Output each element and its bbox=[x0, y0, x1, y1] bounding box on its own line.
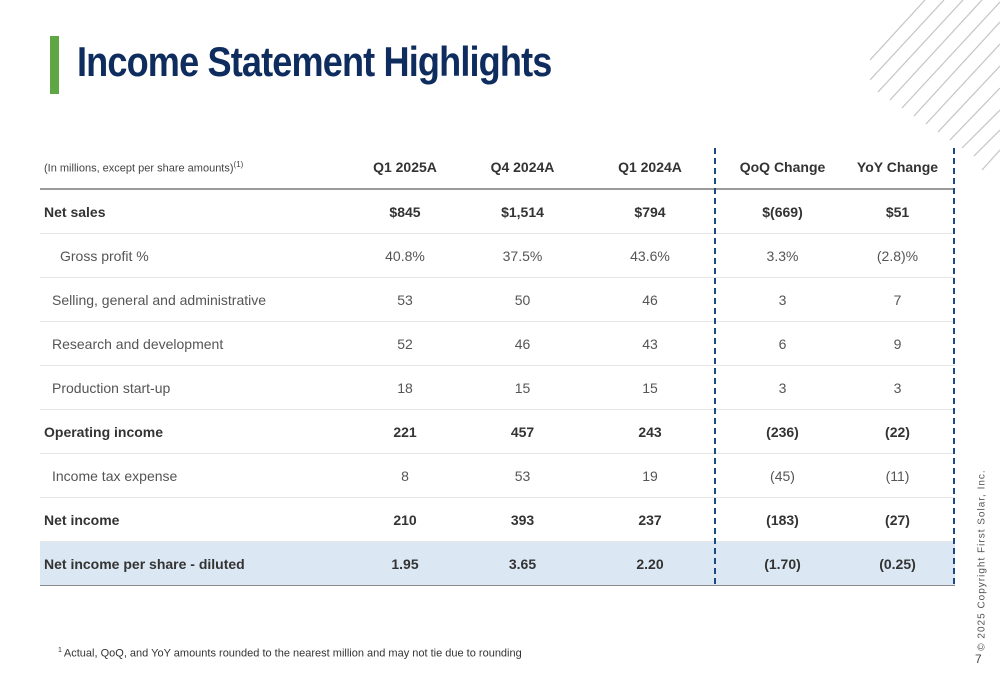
cell-value: 9 bbox=[840, 322, 955, 366]
column-header: Q4 2024A bbox=[470, 146, 575, 189]
row-label: Net income bbox=[40, 498, 340, 542]
cell-value: (11) bbox=[840, 454, 955, 498]
cell-value: (27) bbox=[840, 498, 955, 542]
cell-value: 15 bbox=[575, 366, 725, 410]
column-header: Q1 2024A bbox=[575, 146, 725, 189]
row-income-tax-expense bbox=[40, 454, 955, 498]
row-eps-diluted bbox=[40, 542, 955, 586]
row-net-income bbox=[40, 498, 955, 542]
cell-value: 3 bbox=[840, 366, 955, 410]
cell-value: 15 bbox=[470, 366, 575, 410]
cell-value: $(669) bbox=[725, 189, 840, 234]
cell-value: (236) bbox=[725, 410, 840, 454]
footnote-text: Actual, QoQ, and YoY amounts rounded to the nearest million and may not tie due to rounding bbox=[63, 647, 522, 660]
page-title: Income Statement Highlights bbox=[77, 38, 552, 85]
cell-value: 243 bbox=[575, 410, 725, 454]
cell-value: 8 bbox=[340, 454, 470, 498]
cell-value: 43.6% bbox=[575, 234, 725, 278]
row-label: Income tax expense bbox=[40, 454, 340, 498]
cell-value: 210 bbox=[340, 498, 470, 542]
income-statement-table bbox=[40, 146, 955, 586]
cell-value: $51 bbox=[840, 189, 955, 234]
row-label: Production start-up bbox=[40, 366, 340, 410]
cell-value: 40.8% bbox=[340, 234, 470, 278]
cell-value: 46 bbox=[470, 322, 575, 366]
footnote-marker: 1 bbox=[58, 647, 62, 654]
cell-value: 3 bbox=[725, 278, 840, 322]
column-header: Q1 2025A bbox=[340, 146, 470, 189]
column-header: YoY Change bbox=[840, 146, 955, 189]
cell-value: 3 bbox=[725, 366, 840, 410]
page-number: 7 bbox=[975, 652, 982, 666]
cell-value: 18 bbox=[340, 366, 470, 410]
row-research-development bbox=[40, 322, 955, 366]
row-label: Selling, general and administrative bbox=[40, 278, 340, 322]
cell-value: (183) bbox=[725, 498, 840, 542]
cell-value: 221 bbox=[340, 410, 470, 454]
cell-value: 37.5% bbox=[470, 234, 575, 278]
cell-value: (0.25) bbox=[840, 542, 955, 586]
cell-value: (1.70) bbox=[725, 542, 840, 586]
cell-value: 52 bbox=[340, 322, 470, 366]
row-net-sales bbox=[40, 189, 955, 234]
cell-value: 3.65 bbox=[470, 542, 575, 586]
row-gross-profit bbox=[40, 234, 955, 278]
cell-value: 3.3% bbox=[725, 234, 840, 278]
cell-value: (22) bbox=[840, 410, 955, 454]
cell-value: 43 bbox=[575, 322, 725, 366]
change-columns-left-divider bbox=[714, 148, 716, 584]
row-operating-income bbox=[40, 410, 955, 454]
row-sga bbox=[40, 278, 955, 322]
cell-value: 237 bbox=[575, 498, 725, 542]
row-label: Gross profit % bbox=[40, 234, 340, 278]
cell-value: 19 bbox=[575, 454, 725, 498]
header-units-label: (In millions, except per share amounts)$^{(1)}$ bbox=[40, 146, 340, 189]
table-header-row bbox=[40, 146, 955, 189]
change-columns-right-divider bbox=[953, 148, 955, 584]
copyright-notice: © 2025 Copyright First Solar, Inc. bbox=[976, 469, 988, 651]
cell-value: 53 bbox=[340, 278, 470, 322]
row-production-startup bbox=[40, 366, 955, 410]
row-label: Net sales bbox=[40, 189, 340, 234]
cell-value: 53 bbox=[470, 454, 575, 498]
row-label: Net income per share - diluted bbox=[40, 542, 340, 586]
title-accent-bar bbox=[50, 36, 59, 94]
cell-value: (2.8)% bbox=[840, 234, 955, 278]
cell-value: $794 bbox=[575, 189, 725, 234]
cell-value: (45) bbox=[725, 454, 840, 498]
cell-value: 457 bbox=[470, 410, 575, 454]
cell-value: 2.20 bbox=[575, 542, 725, 586]
cell-value: 6 bbox=[725, 322, 840, 366]
cell-value: 7 bbox=[840, 278, 955, 322]
row-label: Research and development bbox=[40, 322, 340, 366]
footnote bbox=[58, 647, 522, 660]
cell-value: 50 bbox=[470, 278, 575, 322]
header-footnote-marker: (1) bbox=[233, 159, 244, 169]
cell-value: $845 bbox=[340, 189, 470, 234]
cell-value: 1.95 bbox=[340, 542, 470, 586]
row-label: Operating income bbox=[40, 410, 340, 454]
cell-value: 393 bbox=[470, 498, 575, 542]
column-header: QoQ Change bbox=[725, 146, 840, 189]
cell-value: $1,514 bbox=[470, 189, 575, 234]
cell-value: 46 bbox=[575, 278, 725, 322]
